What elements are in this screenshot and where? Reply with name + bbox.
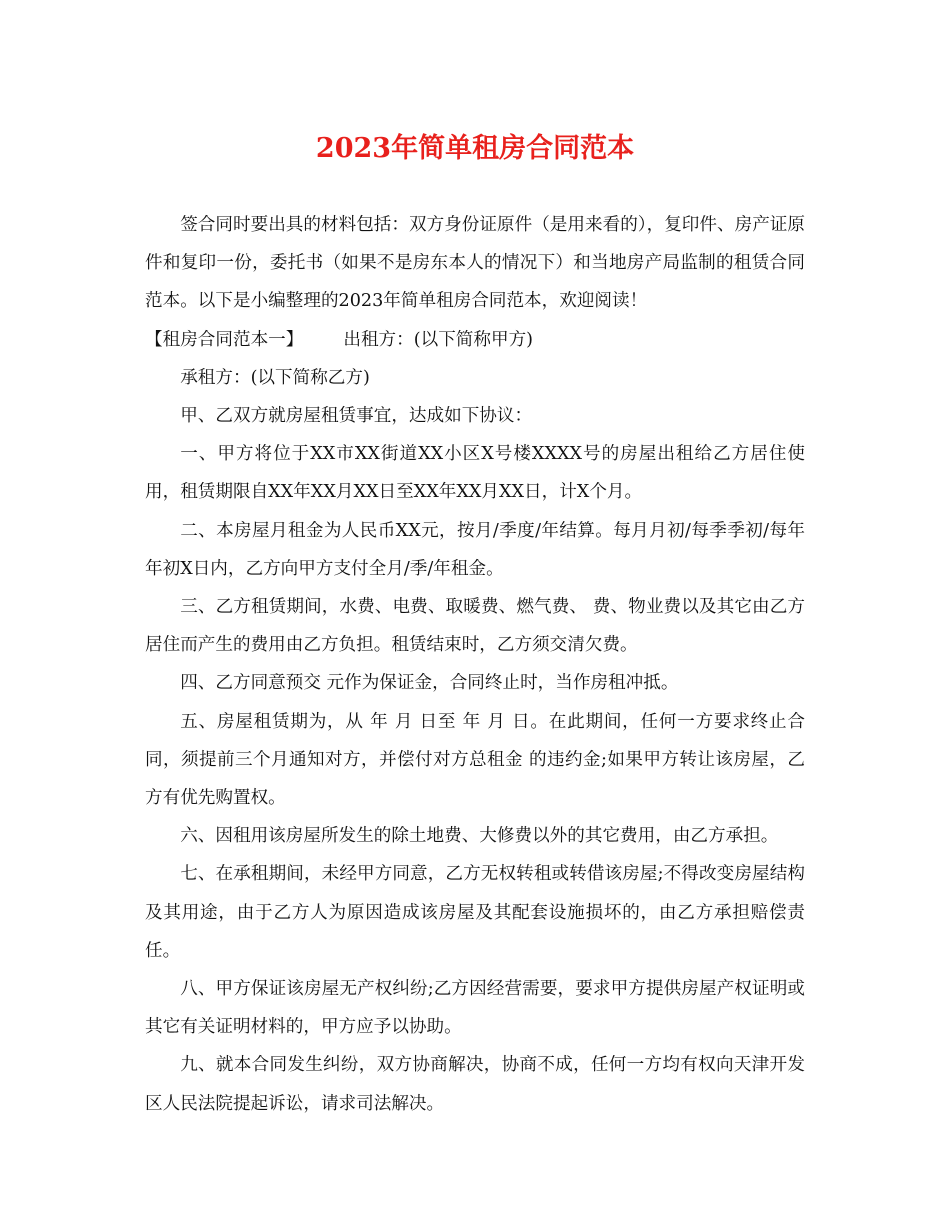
- document-title: 2023年简单租房合同范本: [315, 133, 635, 164]
- clause-6: 六、因租用该房屋所发生的除土地费、大修费以外的其它费用，由乙方承担。: [180, 826, 779, 847]
- intro-paragraph: 签合同时要出具的材料包括：双方身份证原件（是用来看的），复印件、房产证原件和复印一份，委托书（如果不是房东本人的情况下）和当地房产局监制的租赁合同范本。以下是小编整理的2023年简单租房合同范本，欢迎阅读！: [145, 215, 805, 312]
- clause-7: 七、在承租期间，未经甲方同意，乙方无权转租或转借该房屋;不得改变房屋结构及其用途，由于乙方人为原因造成该房屋及其配套设施损坏的，由乙方承担赔偿责任。: [145, 864, 805, 961]
- section-heading: 【租房合同范本一】: [145, 329, 304, 350]
- lessee-line: 承租方：(以下简称乙方): [180, 367, 370, 388]
- clause-9: 九、就本合同发生纠纷，双方协商解决，协商不成，任何一方均有权向天津开发区人民法院提起诉讼，请求司法解决。: [145, 1055, 805, 1114]
- clause-4: 四、乙方同意预交 元作为保证金，合同终止时，当作房租冲抵。: [180, 673, 679, 694]
- agreement-intro: 甲、乙双方就房屋租赁事宜，达成如下协议：: [180, 406, 533, 427]
- clause-1: 一、甲方将位于XX市XX街道XX小区X号楼XXXX号的房屋出租给乙方居住使用，租赁期限自XX年XX月XX日至XX年XX月XX日，计X个月。: [145, 444, 805, 503]
- clause-8: 八、甲方保证该房屋无产权纠纷;乙方因经营需要，要求甲方提供房屋产权证明或其它有关证明材料的，甲方应予以协助。: [145, 979, 805, 1038]
- clause-5: 五、房屋租赁期为，从 年 月 日至 年 月 日。在此期间，任何一方要求终止合同，须提前三个月通知对方，并偿付对方总租金 的违约金;如果甲方转让该房屋，乙方有优先购置权。: [145, 711, 805, 809]
- lessor-line: 出租方：(以下简称甲方): [343, 329, 534, 350]
- clause-3: 三、乙方租赁期间，水费、电费、取暖费、燃气费、 费、物业费以及其它由乙方居住而产生的费用由乙方负担。租赁结束时，乙方须交清欠费。: [145, 597, 805, 656]
- section-heading-row: [145, 321, 805, 359]
- document-body: [145, 206, 805, 1123]
- clause-2: 二、本房屋月租金为人民币XX元，按月/季度/年结算。每月月初/每季季初/每年年初X日内，乙方向甲方支付全月/季/年租金。: [145, 520, 805, 579]
